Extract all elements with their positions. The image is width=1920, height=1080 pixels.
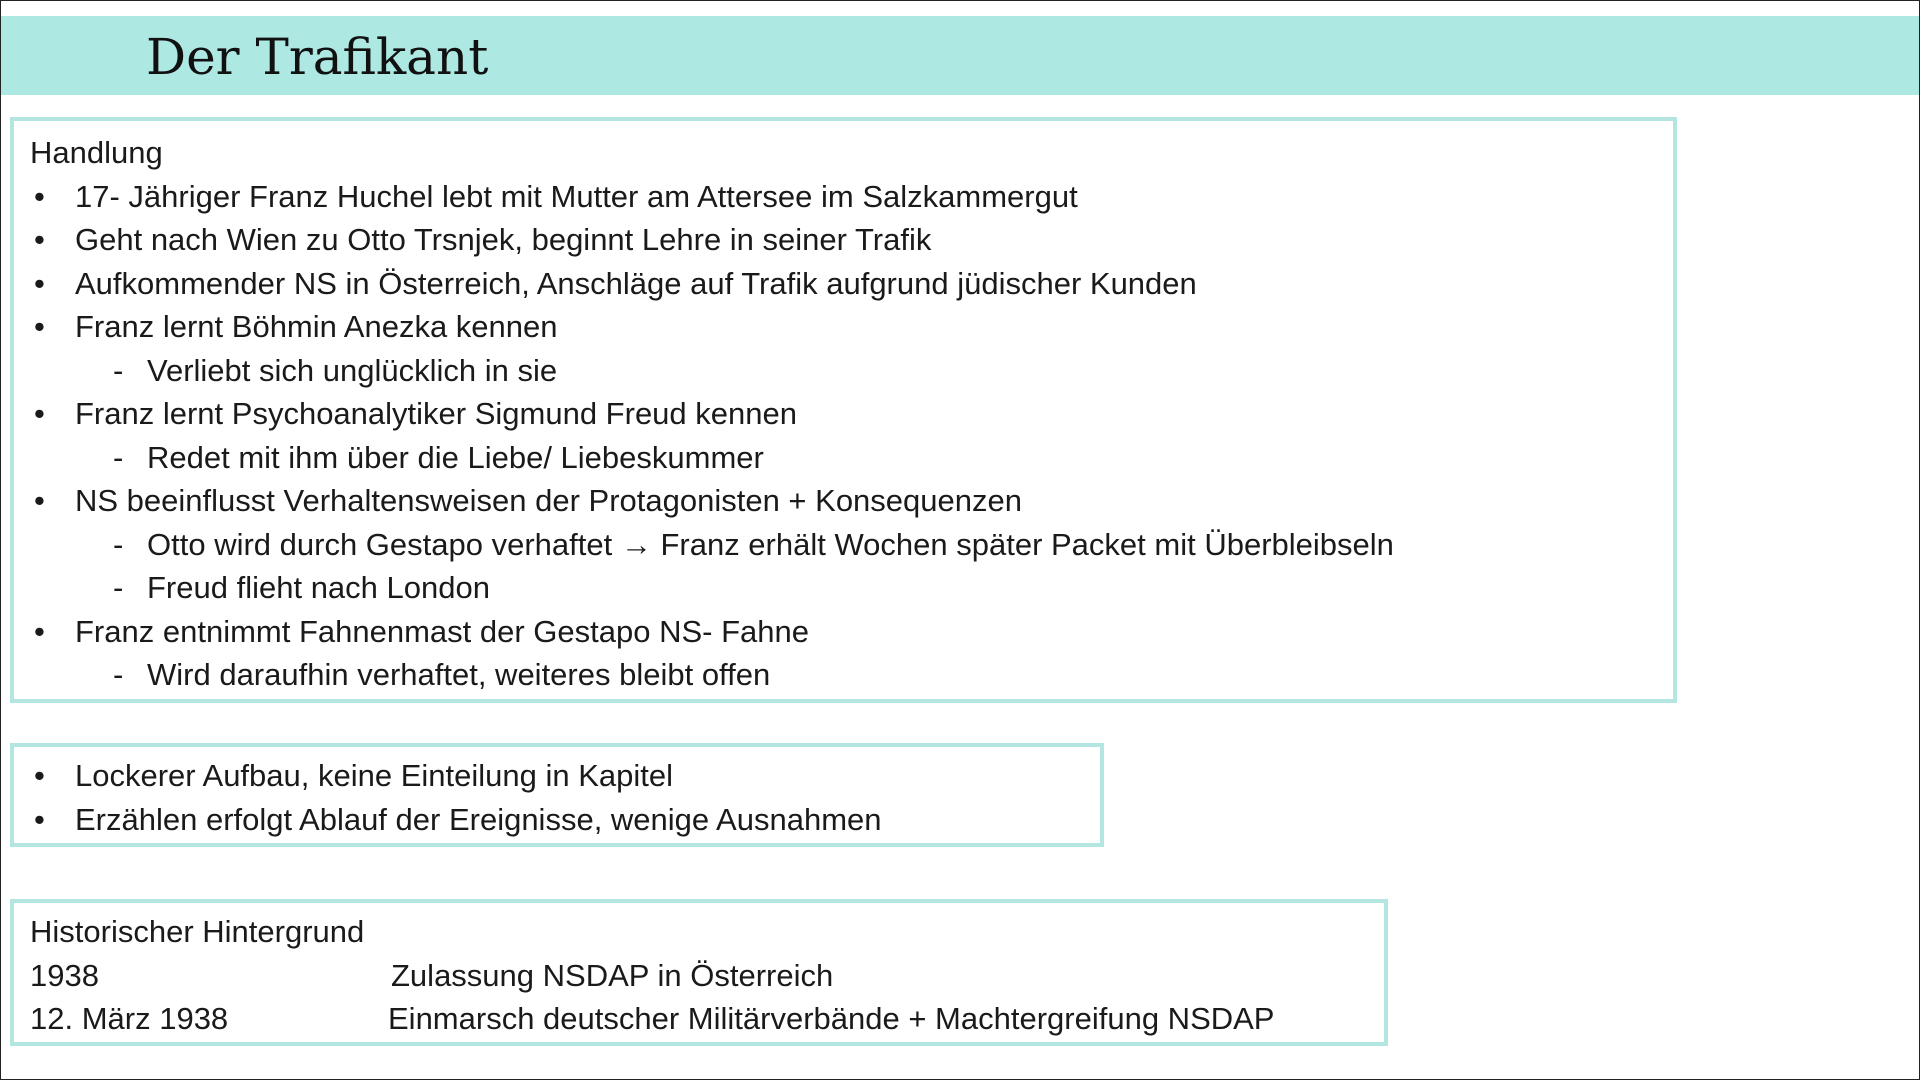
slide-title: Der Trafikant (146, 28, 489, 86)
plot-bullet: • Franz lernt Böhmin Anezka kennen (30, 305, 1673, 349)
plot-bullet: • Franz lernt Psychoanalytiker Sigmund Freud kennen (30, 392, 1673, 436)
plot-item (30, 610, 1673, 697)
history-row (30, 954, 1384, 998)
structure-bullet: • Erzählen erfolgt Ablauf der Ereignisse, wenige Ausnahmen (30, 798, 1100, 842)
plot-sublist (30, 436, 1673, 480)
plot-bullet: • 17- Jähriger Franz Huchel lebt mit Mutter am Attersee im Salzkammergut (30, 175, 1673, 219)
plot-bullet: • Franz entnimmt Fahnenmast der Gestapo NS- Fahne (30, 610, 1673, 654)
history-date: 12. März 1938 (30, 1001, 229, 1036)
history-event: Einmarsch deutscher Militärverbände + Machtergreifung NSDAP (388, 1001, 1275, 1036)
plot-box (10, 117, 1677, 703)
plot-sublist (30, 349, 1673, 393)
structure-bullet: • Lockerer Aufbau, keine Einteilung in Kapitel (30, 754, 1100, 798)
plot-item (30, 218, 1673, 262)
plot-item (30, 262, 1673, 306)
history-row (30, 997, 1384, 1041)
plot-subitem: - Freud flieht nach London (30, 566, 1673, 610)
plot-bullet: • NS beeinflusst Verhaltensweisen der Protagonisten + Konsequenzen (30, 479, 1673, 523)
plot-item (30, 305, 1673, 392)
plot-sublist (30, 653, 1673, 697)
plot-heading: Handlung (30, 135, 163, 170)
plot-bullet: • Aufkommender NS in Österreich, Anschläge auf Trafik aufgrund jüdischer Kunden (30, 262, 1673, 306)
history-date: 1938 (30, 957, 99, 993)
structure-box (10, 743, 1104, 847)
history-event: Zulassung NSDAP in Österreich (391, 957, 834, 993)
plot-list (30, 175, 1673, 697)
plot-item (30, 392, 1673, 479)
plot-sublist (30, 523, 1673, 610)
history-box (10, 899, 1388, 1046)
structure-list (30, 754, 1100, 841)
plot-item (30, 175, 1673, 219)
plot-bullet: • Geht nach Wien zu Otto Trsnjek, beginnt Lehre in seiner Trafik (30, 218, 1673, 262)
plot-item (30, 479, 1673, 610)
plot-subitem: - Verliebt sich unglücklich in sie (30, 349, 1673, 393)
plot-subitem: - Otto wird durch Gestapo verhaftet → Franz erhält Wochen später Packet mit Überbleibseln (30, 523, 1673, 567)
history-heading: Historischer Hintergrund (30, 914, 365, 949)
plot-subitem: - Wird daraufhin verhaftet, weiteres bleibt offen (30, 653, 1673, 697)
plot-subitem: - Redet mit ihm über die Liebe/ Liebeskummer (30, 436, 1673, 480)
